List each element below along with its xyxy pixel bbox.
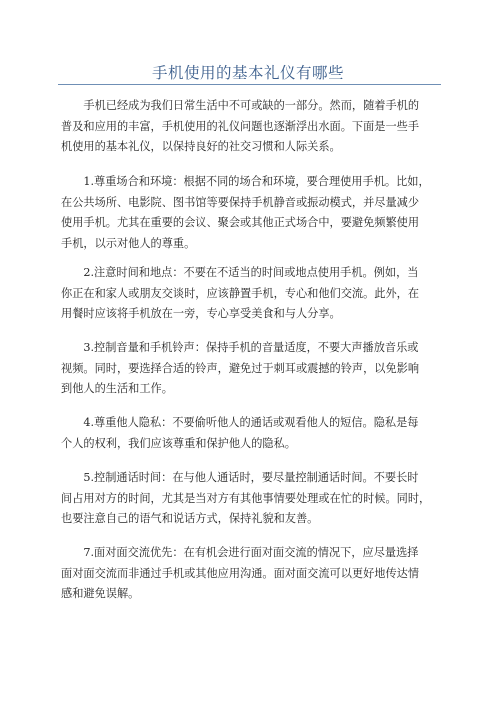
paragraph-line: 个人的权利，我们应该尊重和保护他人的隐私。 bbox=[61, 436, 296, 450]
paragraph-line: 机使用的基本礼仪，以保持良好的社交习惯和人际关系。 bbox=[61, 140, 341, 153]
paragraph-item-5 bbox=[61, 468, 441, 530]
paragraph-line: 也要注意自己的语气和说话方式，保持礼貌和友善。 bbox=[61, 512, 319, 525]
paragraph-line: 你正在和家人或朋友交谈时，应该静置手机，专心和他们交流。此外，在 bbox=[61, 286, 420, 300]
paragraph-line: 在公共场所、电影院、图书馆等要保持手机静音或振动模式，并尽量减少 bbox=[61, 195, 420, 209]
paragraph-line: 7.面对面交流优先：在有机会进行面对面交流的情况下，应尽量选择 bbox=[61, 546, 419, 559]
paragraph-line: 手机，以示对他人的尊重。 bbox=[61, 236, 196, 250]
paragraph-line: 视频。同时，要选择合适的铃声，避免过于刺耳或震撼的铃声，以免影响 bbox=[61, 361, 420, 375]
paragraph-line: 3.控制音量和手机铃声：保持手机的音量适度，不要大声播放音乐或 bbox=[61, 341, 419, 354]
paragraph-item-7 bbox=[61, 543, 441, 605]
paragraph-line: 间占用对方的时间，尤其是当对方有其他事情要处理或在忙的时候。同时， bbox=[61, 491, 431, 505]
paragraph-line: 普及和应用的丰富，手机使用的礼仪问题也逐渐浮出水面。下面是一些手 bbox=[61, 119, 420, 133]
paragraph-line: 感和避免误解。 bbox=[61, 587, 140, 600]
paragraph-line: 5.控制通话时间：在与他人通话时，要尽量控制通话时间。不要长时 bbox=[61, 471, 419, 484]
paragraph-item-1 bbox=[61, 172, 441, 254]
paragraph-item-2 bbox=[61, 263, 441, 325]
paragraph-line: 到他人的生活和工作。 bbox=[61, 382, 173, 395]
paragraph-line: 1.尊重场合和环境：根据不同的场合和环境，要合理使用手机。比如， bbox=[61, 175, 430, 188]
title-underline bbox=[58, 84, 441, 85]
paragraph-line: 手机已经成为我们日常生活中不可或缺的一部分。然而，随着手机的 bbox=[61, 99, 420, 112]
paragraph-item-3 bbox=[61, 338, 441, 400]
paragraph-line: 2.注意时间和地点：不要在不适当的时间或地点使用手机。例如，当 bbox=[61, 266, 419, 279]
paragraph-item-4 bbox=[61, 413, 441, 454]
paragraph-line: 4.尊重他人隐私：不要偷听他人的通话或观看他人的短信。隐私是每 bbox=[61, 416, 419, 429]
document-title: 手机使用的基本礼仪有哪些 bbox=[151, 64, 344, 82]
paragraph-line: 用餐时应该将手机放在一旁，专心享受美食和与人分享。 bbox=[61, 307, 341, 320]
paragraph-intro bbox=[61, 96, 441, 158]
paragraph-line: 面对面交流而非通过手机或其他应用沟通。面对面交流可以更好地传达情 bbox=[61, 566, 420, 580]
paragraph-line: 使用手机。尤其在重要的会议、聚会或其他正式场合中，要避免频繁使用 bbox=[61, 216, 420, 229]
